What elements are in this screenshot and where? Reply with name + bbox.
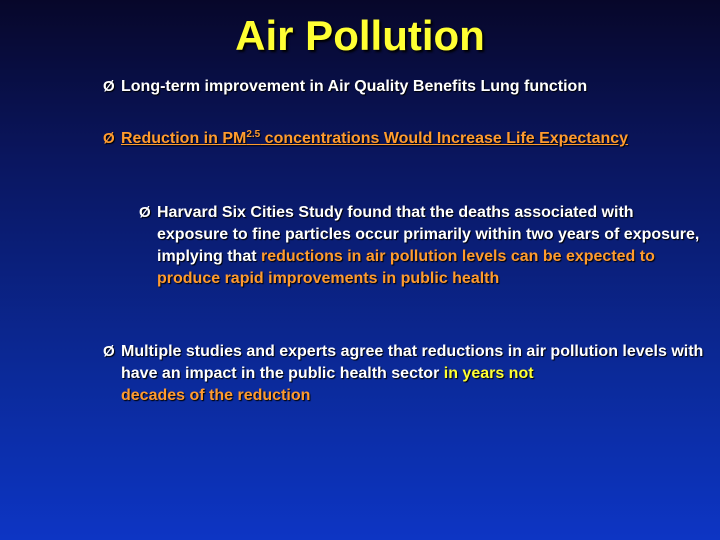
- bullet-highlight-orange: decades of the reduction: [121, 387, 311, 404]
- slide-title: Air Pollution: [235, 12, 485, 59]
- bullet-text: Harvard Six Cities Study found that the deaths associated with exposure to fine particles occur primarily within two years of exposure, implying that: [157, 204, 700, 265]
- arrow-bullet-icon: Ø: [103, 130, 115, 147]
- arrow-bullet-icon: Ø: [103, 343, 115, 360]
- pm-superscript: 2.5: [246, 129, 261, 140]
- bullet-harvard-study: [139, 202, 702, 290]
- bullet-highlight: reductions in air pollution levels can be expected to produce rapid improvements in public health: [157, 248, 655, 287]
- bullet-multiple-studies: [103, 341, 720, 407]
- bullet-text: Long-term improvement in Air Quality Benefits Lung function: [121, 78, 588, 95]
- bullet-lung-function: [103, 76, 701, 98]
- bullet-text: Multiple studies and experts agree that reductions in air pollution levels with have an impact in the public health sector: [121, 343, 704, 382]
- arrow-bullet-icon: Ø: [139, 204, 151, 221]
- bullet-text-part2: concentrations Would Increase Life Expectancy: [260, 130, 629, 147]
- bullet-highlight-yellow: in years not: [443, 365, 534, 382]
- bullet-life-expectancy: [103, 128, 681, 150]
- arrow-bullet-icon: Ø: [103, 78, 115, 95]
- bullet-text-part1: Reduction in PM: [121, 130, 247, 147]
